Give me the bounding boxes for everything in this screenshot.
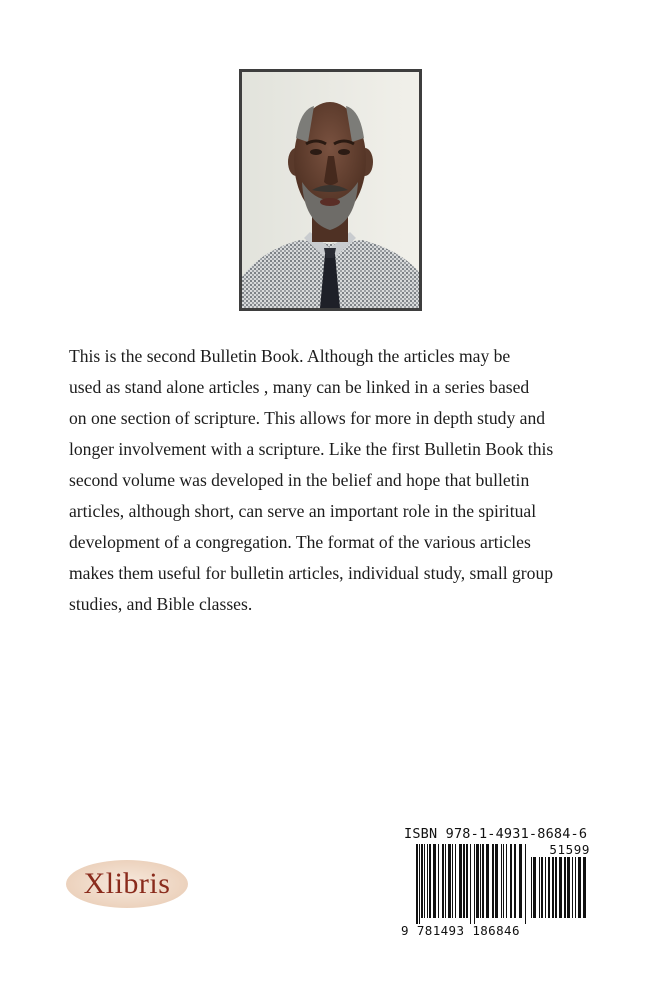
blurb-line: development of a congregation. The format of the various articles xyxy=(69,532,531,552)
barcode-bar xyxy=(552,857,554,918)
barcode-bar xyxy=(514,844,516,918)
barcode-bar xyxy=(476,844,479,918)
publisher-logo xyxy=(66,856,188,912)
barcode-bar xyxy=(545,857,546,918)
barcode-bar xyxy=(501,844,502,918)
barcode-bar xyxy=(455,844,456,918)
back-cover-blurb xyxy=(69,341,589,620)
barcode-bar xyxy=(419,844,420,924)
barcode-bar xyxy=(438,844,439,918)
barcode-bar xyxy=(572,857,573,918)
barcode-bar xyxy=(470,844,471,924)
barcode-bar xyxy=(463,844,465,918)
blurb-line: studies, and Bible classes. xyxy=(69,594,253,614)
barcode-bars xyxy=(416,844,528,924)
barcode-bar xyxy=(510,844,512,918)
barcode-bar xyxy=(429,844,431,918)
barcode-bar xyxy=(533,857,536,918)
barcode-bar xyxy=(531,857,532,918)
barcode-bar xyxy=(416,844,418,924)
barcode-bar xyxy=(583,857,586,918)
blurb-line: articles, although short, can serve an important role in the spiritual xyxy=(69,501,537,521)
isbn-barcode xyxy=(398,824,593,941)
blurb-line: second volume was developed in the belief and hope that bulletin xyxy=(69,470,530,490)
blurb-line: makes them useful for bulletin articles, individual study, small group xyxy=(69,563,554,583)
blurb-line: longer involvement with a scripture. Like the first Bulletin Book this xyxy=(69,439,554,459)
barcode-bar xyxy=(459,844,462,918)
barcode-bar xyxy=(427,844,428,918)
barcode-bar xyxy=(466,844,468,918)
barcode-bar xyxy=(492,844,494,918)
blurb-line: used as stand alone articles , many can be linked in a series based xyxy=(69,377,530,397)
publisher-logo-text: Xlibris xyxy=(83,867,171,900)
barcode-bar xyxy=(452,844,453,918)
barcode-bar xyxy=(480,844,481,918)
barcode-bar xyxy=(559,857,562,918)
barcode-bar xyxy=(486,844,489,918)
barcode-addon-bars xyxy=(531,857,589,924)
barcode-bar xyxy=(578,857,581,918)
barcode-bar xyxy=(525,844,526,924)
barcode-bar xyxy=(495,844,498,918)
blurb-line: This is the second Bulletin Book. Although the articles may be xyxy=(69,346,511,366)
barcode-bar xyxy=(506,844,507,918)
barcode-bar xyxy=(433,844,436,918)
barcode-bar xyxy=(541,857,543,918)
barcode-bar xyxy=(567,857,570,918)
author-photo xyxy=(239,69,422,311)
barcode-bar xyxy=(564,857,566,918)
author-portrait-image xyxy=(242,72,419,308)
blurb-line: on one section of scripture. This allows for more in depth study and xyxy=(69,408,546,428)
barcode-bar xyxy=(555,857,557,918)
barcode-bar xyxy=(503,844,504,918)
barcode-bar xyxy=(442,844,444,918)
barcode-bar xyxy=(519,844,522,918)
isbn-label: ISBN 978-1-4931-8684-6 xyxy=(404,826,588,842)
barcode-bar xyxy=(474,844,475,924)
barcode-bar xyxy=(424,844,425,918)
barcode-digits: 9 781493 186846 xyxy=(401,923,520,938)
barcode-bar xyxy=(482,844,484,918)
price-code: 51599 xyxy=(549,842,590,857)
barcode-bar xyxy=(539,857,540,918)
barcode-bar xyxy=(548,857,550,918)
barcode-bar xyxy=(445,844,446,918)
barcode-bar xyxy=(421,844,423,918)
barcode-bar xyxy=(575,857,576,918)
barcode-bar xyxy=(448,844,451,918)
